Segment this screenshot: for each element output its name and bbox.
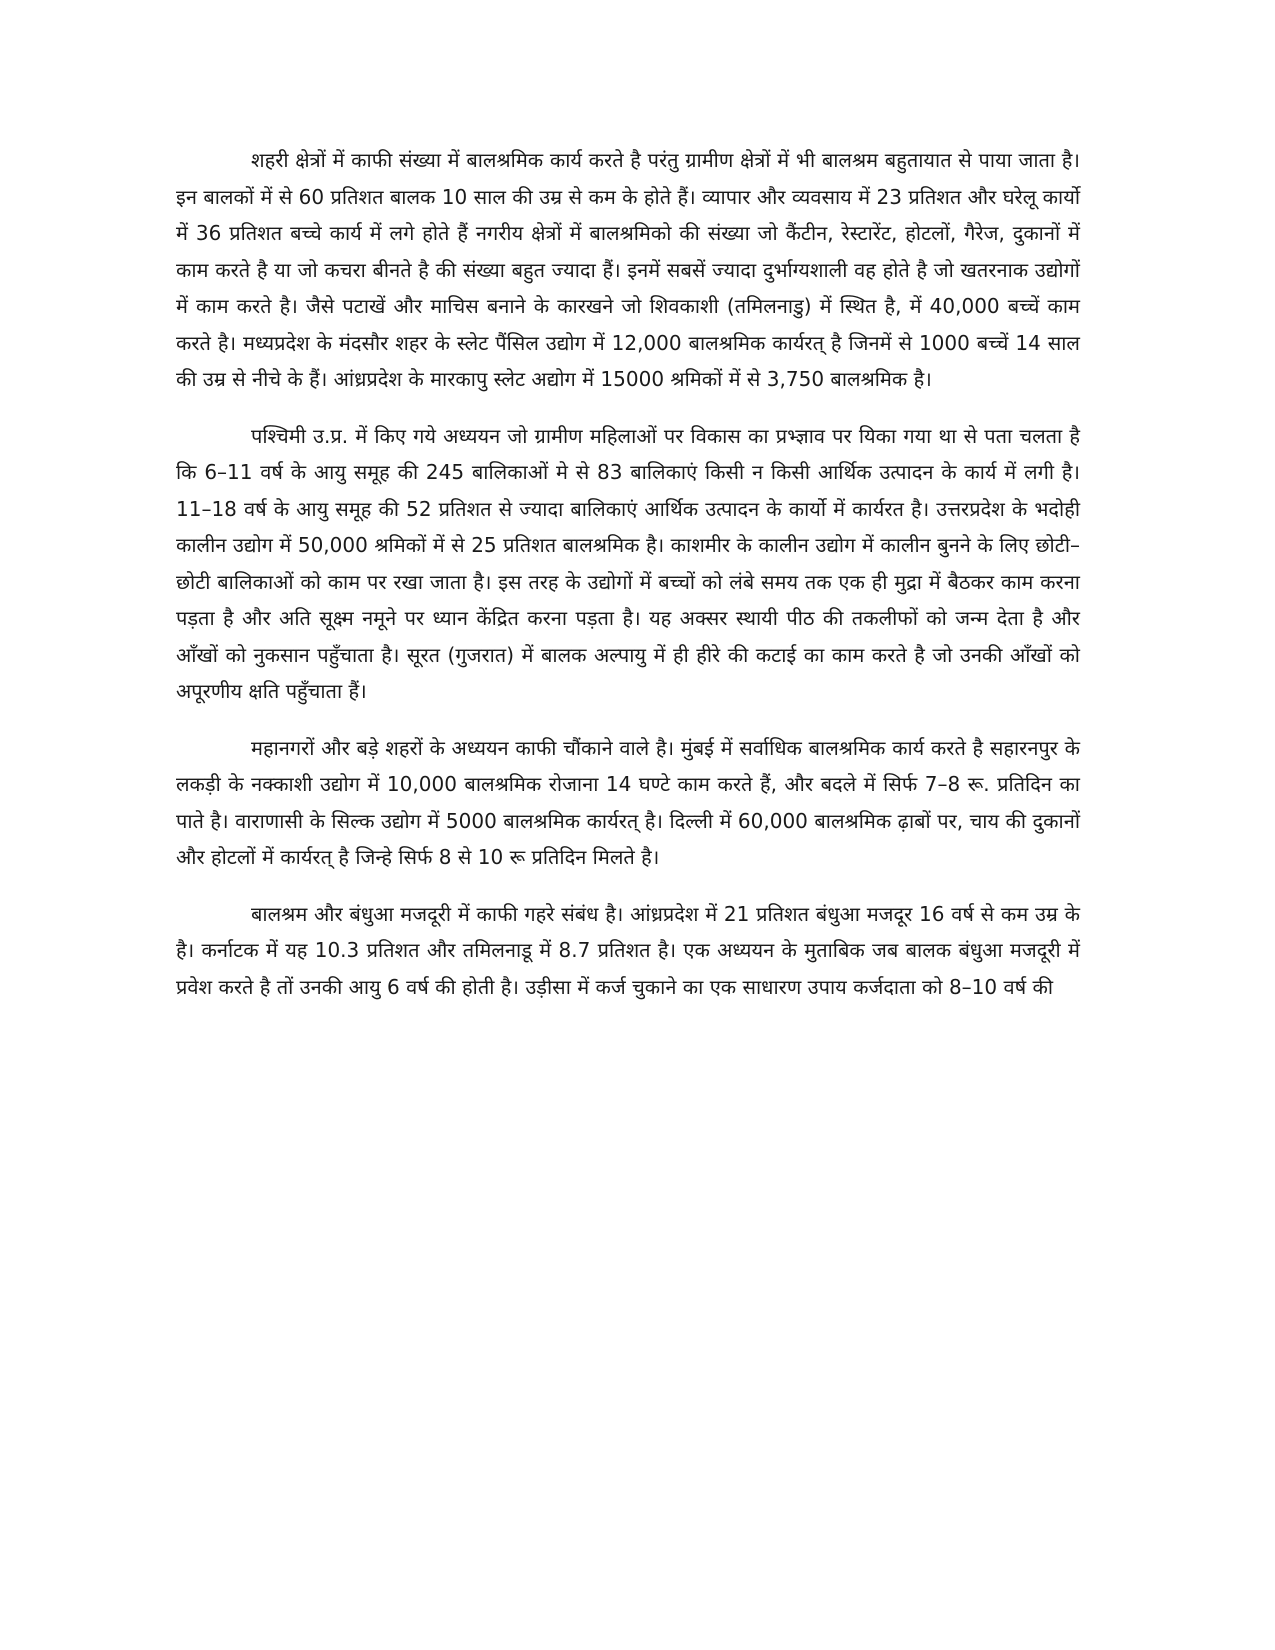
paragraph-urban-child-labour: शहरी क्षेत्रों में काफी संख्या में बालश्रमिक कार्य करते है परंतु ग्रामीण क्षेत्रों में भी बालश्रम बहुतायात से पाया जाता है। इन बालकों में से 60 प्रतिशत बालक 10 साल की उम्र से कम के होते हैं। व्यापार और व्यवसाय में 23 प्रतिशत और घरेलू कार्यो में 36 प्रतिशत बच्चे कार्य में लगे होते हैं नगरीय क्षेत्रों में बालश्रमिको की संख्या जो कैंटीन, रेस्टारेंट, होटलों, गैरेज, दुकानों में काम करते है या जो कचरा बीनते है की संख्या बहुत ज्यादा हैं। इनमें सबसें ज्यादा दुर्भाग्यशाली वह होते है जो खतरनाक उद्योगों में काम करते है। जैसे पटाखें और माचिस बनाने के कारखने जो शिवकाशी (तमिलनाडु) में स्थित है, में 40,000 बच्चें काम करते है। मध्यप्रदेश के मंदसौर शहर के स्लेट पैंसिल उद्योग में 12,000 बालश्रमिक कार्यरत् है जिनमें से 1000 बच्चें 14 साल की उम्र से नीचे के हैं। आंध्रप्रदेश के मारकापु स्लेट अद्योग में 15000 श्रमिकों में से 3,750 बालश्रमिक है।: [176, 148, 1080, 391]
paragraph-rural-girls-study: पश्चिमी उ.प्र. में किए गये अध्ययन जो ग्रामीण महिलाओं पर विकास का प्रभ्ज्ञाव पर यिका गया था से पता चलता है कि 6–11 वर्ष के आयु समूह की 245 बालिकाओं मे से 83 बालिकाएं किसी न किसी आर्थिक उत्पादन के कार्य में लगी है। 11–18 वर्ष के आयु समूह की 52 प्रतिशत से ज्यादा बालिकाएं आर्थिक उत्पादन के कार्यो में कार्यरत है। उत्तरप्रदेश के भदोही कालीन उद्योग में 50,000 श्रमिकों में से 25 प्रतिशत बालश्रमिक है। काशमीर के कालीन उद्योग में कालीन बुनने के लिए छोटी–छोटी बालिकाओं को काम पर रखा जाता है। इस तरह के उद्योगों में बच्चों को लंबे समय तक एक ही मुद्रा में बैठकर काम करना पड़ता है और अति सूक्ष्म नमूने पर ध्यान केंद्रित करना पड़ता है। यह अक्सर स्थायी पीठ की तकलीफों को जन्म देता है और आँखों को नुकसान पहुँचाता है। सूरत (गुजरात) में बालक अल्पायु में ही हीरे की कटाई का काम करते है जो उनकी आँखों को अपूरणीय क्षति पहुँचाता हैं।: [176, 423, 1080, 703]
document-body: [176, 142, 1080, 1025]
paragraph-bonded-labour: बालश्रम और बंधुआ मजदूरी में काफी गहरे संबंध है। आंध्रप्रदेश में 21 प्रतिशत बंधुआ मजदूर 16 वर्ष से कम उम्र के है। कर्नाटक में यह 10.3 प्रतिशत और तमिलनाडू में 8.7 प्रतिशत है। एक अध्ययन के मुताबिक जब बालक बंधुआ मजदूरी में प्रवेश करते है तों उनकी आयु 6 वर्ष की होती है। उड़ीसा में कर्ज चुकाने का एक साधारण उपाय कर्जदाता को 8–10 वर्ष की: [176, 901, 1080, 999]
paragraph-metro-cities-study: महानगरों और बड़े शहरों के अध्ययन काफी चौंकाने वाले है। मुंबई में सर्वाधिक बालश्रमिक कार्य करते है सहारनपुर के लकड़ी के नक्काशी उद्योग में 10,000 बालश्रमिक रोजाना 14 घण्टे काम करते हैं, और बदले में सिर्फ 7–8 रू. प्रतिदिन का पाते है। वाराणासी के सिल्क उद्योग में 5000 बालश्रमिक कार्यरत् है। दिल्ली में 60,000 बालश्रमिक ढ़ाबों पर, चाय की दुकानों और होटलों में कार्यरत् है जिन्हे सिर्फ 8 से 10 रू प्रतिदिन मिलते है।: [176, 735, 1080, 869]
